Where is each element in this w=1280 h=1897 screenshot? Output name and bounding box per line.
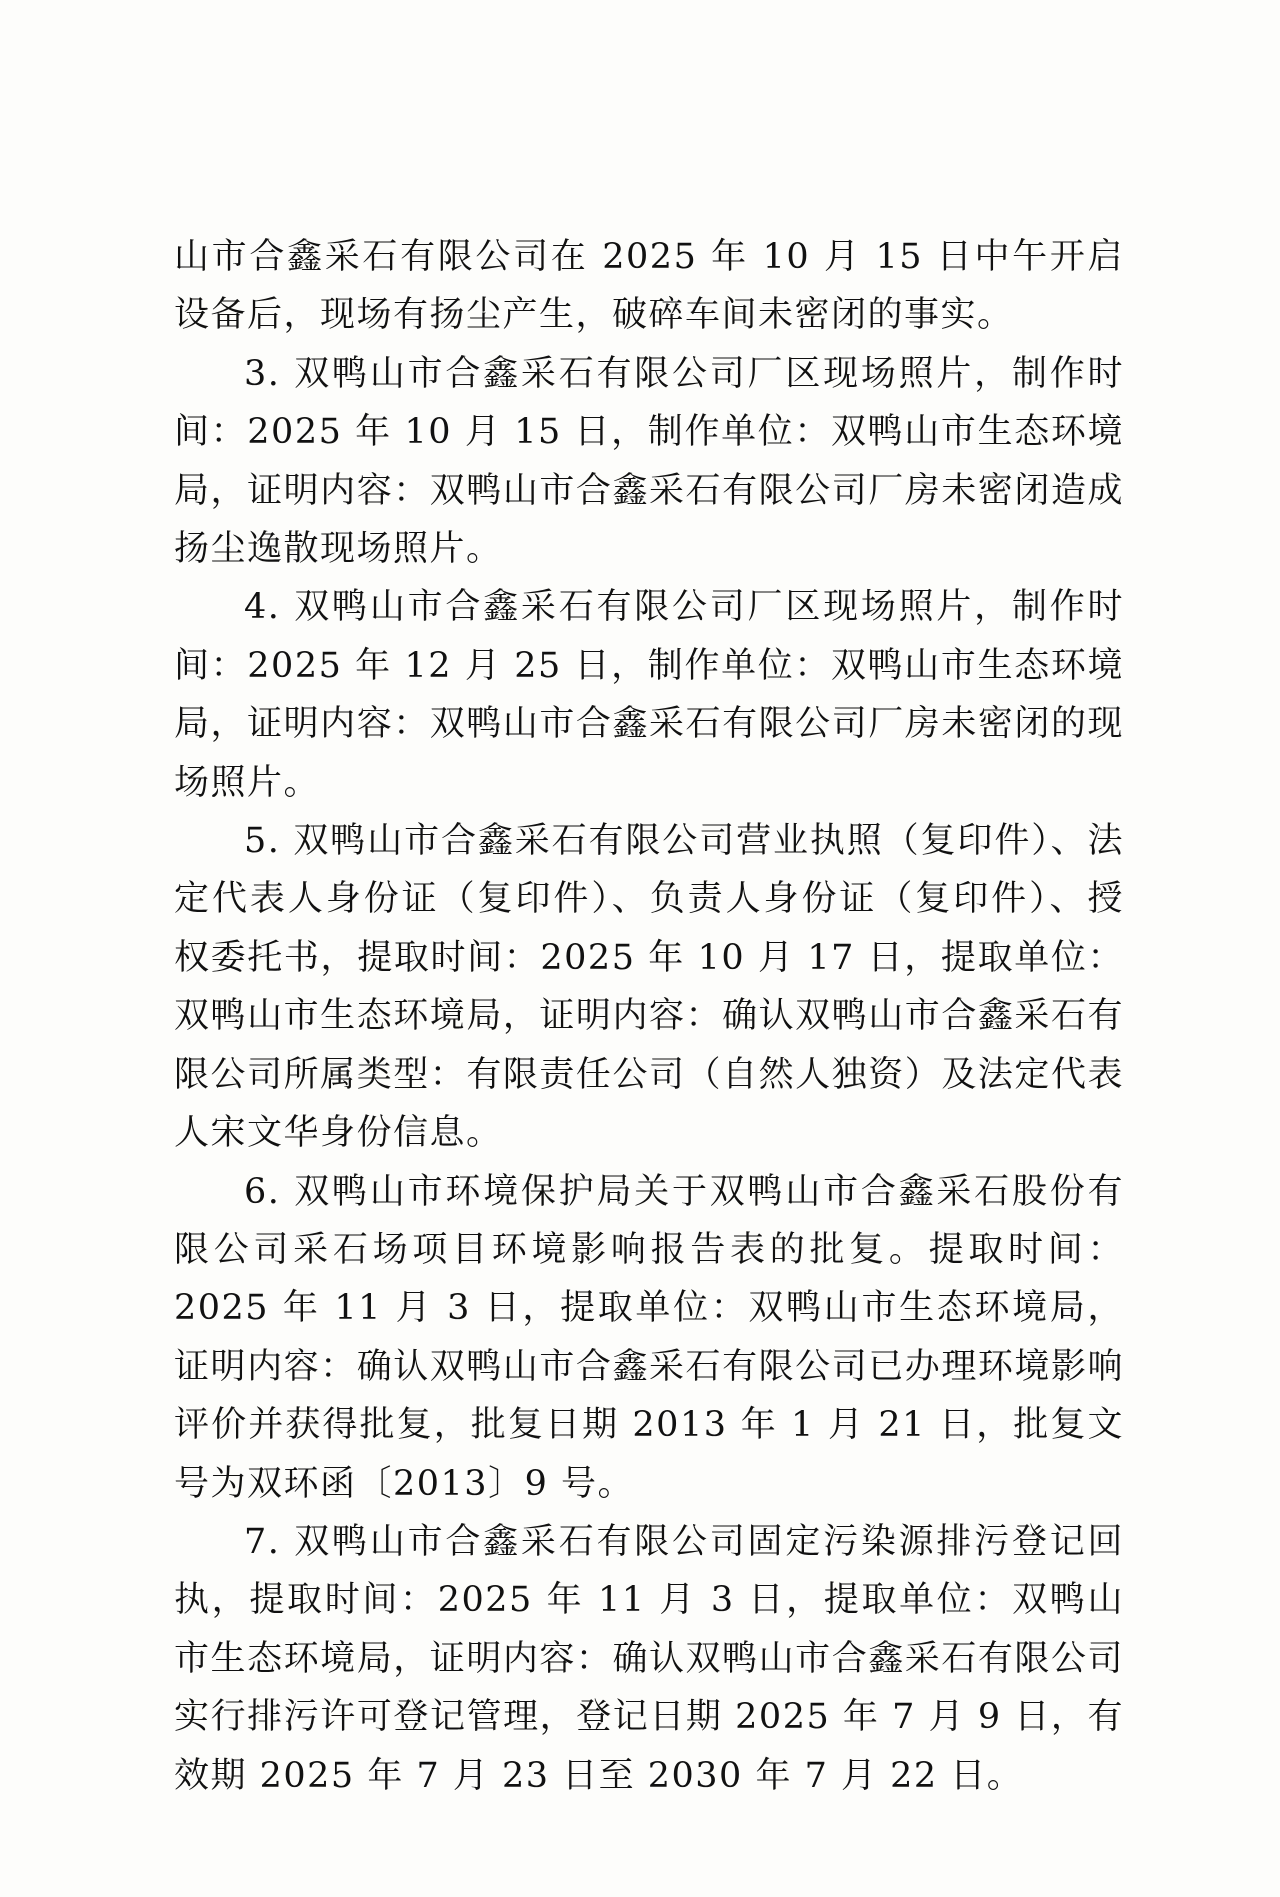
paragraph-item-5: 5. 双鸭山市合鑫采石有限公司营业执照（复印件）、法定代表人身份证（复印件）、负责人身份证（复印件）、授权委托书，提取时间：2025 年 10 月 17 日，提取单位：双鸭山市生态环境局，证明内容：确认双鸭山市合鑫采石有限公司所属类型：有限责任公司（自然人独资）及法定代表人宋文华身份信息。: [174, 821, 1124, 1154]
paragraph-item-7: 7. 双鸭山市合鑫采石有限公司固定污染源排污登记回执，提取时间：2025 年 11 月 3 日，提取单位：双鸭山市生态环境局，证明内容：确认双鸭山市合鑫采石有限公司实行排污许可登记管理，登记日期 2025 年 7 月 9 日，有效期 2025 年 7 月 23 日至 2030 年 7 月 22 日。: [174, 1521, 1124, 1796]
document-body: [174, 228, 1124, 1805]
paragraph-item-6: 6. 双鸭山市环境保护局关于双鸭山市合鑫采石股份有限公司采石场项目环境影响报告表的批复。提取时间：2025 年 11 月 3 日，提取单位：双鸭山市生态环境局，证明内容：确认双鸭山市合鑫采石有限公司已办理环境影响评价并获得批复，批复日期 2013 年 1 月 21 日，批复文号为双环函〔2013〕9 号。: [174, 1171, 1124, 1504]
paragraph-item-4: 4. 双鸭山市合鑫采石有限公司厂区现场照片，制作时间：2025 年 12 月 25 日，制作单位：双鸭山市生态环境局，证明内容：双鸭山市合鑫采石有限公司厂房未密闭的现场照片。: [174, 587, 1124, 803]
paragraph-item-3: 3. 双鸭山市合鑫采石有限公司厂区现场照片，制作时间：2025 年 10 月 15 日，制作单位：双鸭山市生态环境局，证明内容：双鸭山市合鑫采石有限公司厂房未密闭造成扬尘逸散现场照片。: [174, 353, 1124, 570]
paragraph-continuation: 山市合鑫采石有限公司在 2025 年 10 月 15 日中午开启设备后，现场有扬尘产生，破碎车间未密闭的事实。: [174, 237, 1124, 336]
